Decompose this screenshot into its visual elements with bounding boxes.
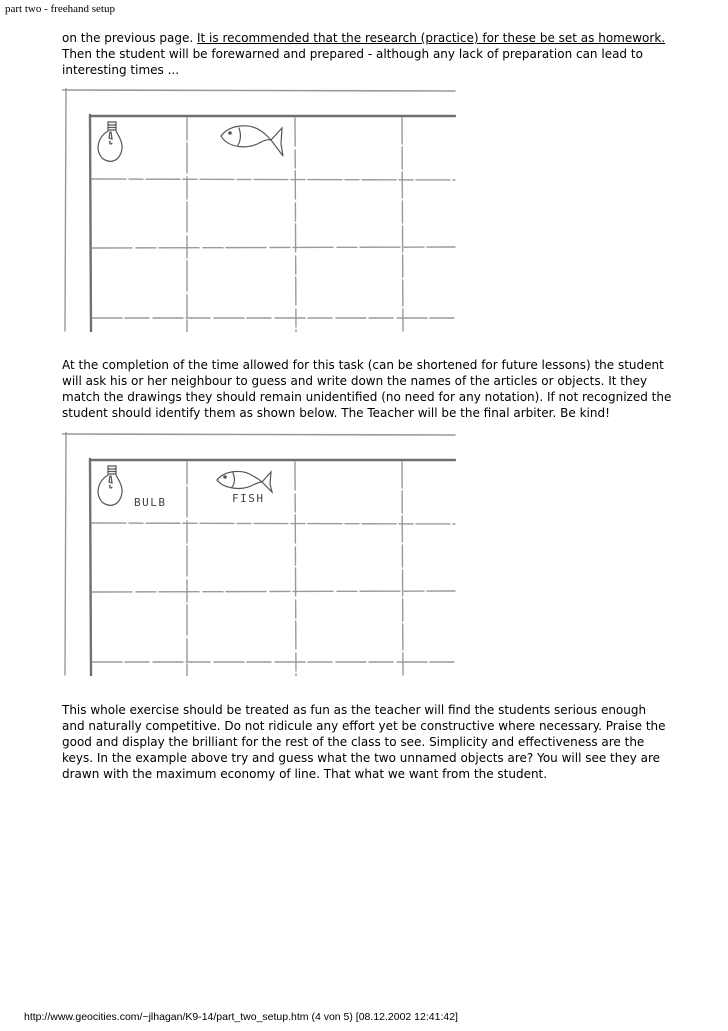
page-header-title: part two - freehand setup (5, 3, 115, 15)
fish-icon (217, 471, 272, 492)
guessing-instructions-paragraph (62, 357, 672, 421)
labeled-sketch-grid-figure (62, 432, 457, 676)
bulb-label: BULB (134, 496, 167, 509)
fish-label: FISH (232, 492, 265, 505)
lightbulb-icon (98, 122, 122, 161)
page-footer-url: http://www.geocities.com/~jlhagan/K9-14/part_two_setup.htm (4 von 5) [08.12.2002 12:41:42] (24, 1011, 458, 1023)
guessing-instructions-text: At the completion of the time allowed for this task (can be shortened for future lessons) the student will ask his or her neighbour to guess and write down the names of the articles or objects. It they match the drawings they should remain unidentified (no need for any notation). If not recognized the student should identify them as shown below. The Teacher will be the final arbiter. Be kind! (62, 358, 672, 420)
homework-recommendation: It is recommended that the research (practice) for these be set as homework. (197, 31, 666, 45)
lightbulb-icon (98, 466, 122, 505)
labeled-grid-drawing (62, 432, 457, 676)
conclusion-text: This whole exercise should be treated as fun as the teacher will find the students serious enough and naturally competitive. Do not ridicule any effort yet be constructive where necessary. Praise the good and display the brilliant for the rest of the class to see. Simplicity and effectiveness are the keys. In the example above try and guess what the two unnamed objects are? You will see they are drawn with the maximum economy of line. That what we want from the student. (62, 703, 666, 781)
intro-paragraph (62, 30, 672, 78)
intro-text-end: Then the student will be forewarned and prepared - although any lack of preparation can lead to interesting times ... (62, 47, 643, 77)
conclusion-paragraph (62, 702, 672, 782)
sketch-grid-figure (62, 88, 457, 332)
fish-icon (221, 126, 283, 156)
grid-drawing (62, 88, 457, 332)
intro-text-start: on the previous page. (62, 31, 197, 45)
